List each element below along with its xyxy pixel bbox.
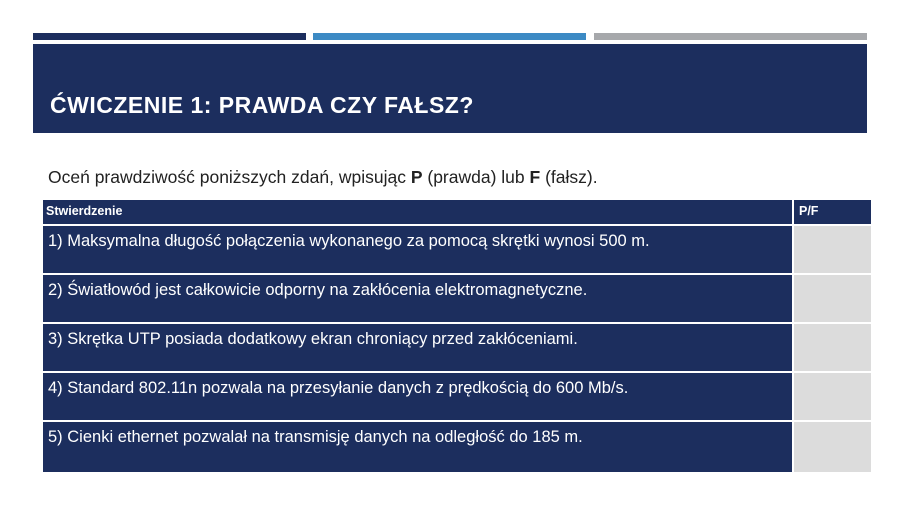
quiz-table [43, 200, 871, 472]
header-cell-statement [43, 200, 792, 224]
header-statement-label: Stwierdzenie [46, 204, 123, 218]
answer-cell[interactable] [794, 373, 871, 420]
instruction-p-desc: (prawda) lub [422, 167, 530, 187]
table-row [43, 422, 871, 472]
table-header-row [43, 200, 871, 224]
accent-bar-navy [33, 33, 306, 40]
title-band [33, 44, 867, 133]
table-row [43, 373, 871, 420]
instruction-text [48, 166, 598, 188]
statement-cell [43, 226, 792, 273]
statement-text: 2) Światłowód jest całkowicie odporny na zakłócenia elektromagnetyczne. [48, 281, 588, 299]
statement-cell [43, 373, 792, 420]
answer-cell[interactable] [794, 324, 871, 371]
header-cell-answer [794, 200, 871, 224]
table-row [43, 226, 871, 273]
statement-cell [43, 422, 792, 472]
statement-cell [43, 324, 792, 371]
table-row [43, 324, 871, 371]
instruction-before: Oceń prawdziwość poniższych zdań, wpisując [48, 167, 411, 187]
answer-cell[interactable] [794, 275, 871, 322]
header-answer-label: P/F [799, 204, 819, 218]
statement-cell [43, 275, 792, 322]
statement-text: 3) Skrętka UTP posiada dodatkowy ekran chroniący przed zakłóceniami. [48, 330, 578, 348]
statement-text: 4) Standard 802.11n pozwala na przesyłanie danych z prędkością do 600 Mb/s. [48, 379, 629, 397]
instruction-p-letter: P [410, 167, 423, 187]
statement-text: 5) Cienki ethernet pozwalał na transmisję danych na odległość do 185 m. [48, 428, 583, 446]
slide-title: ĆWICZENIE 1: PRAWDA CZY FAŁSZ? [50, 92, 474, 118]
accent-bar-blue [313, 33, 586, 40]
answer-cell[interactable] [794, 226, 871, 273]
accent-bar-gray [594, 33, 867, 40]
answer-cell[interactable] [794, 422, 871, 472]
statement-text: 1) Maksymalna długość połączenia wykonanego za pomocą skrętki wynosi 500 m. [48, 232, 650, 250]
instruction-f-desc: (fałsz). [540, 167, 598, 187]
table-row [43, 275, 871, 322]
instruction-f-letter: F [529, 167, 541, 187]
